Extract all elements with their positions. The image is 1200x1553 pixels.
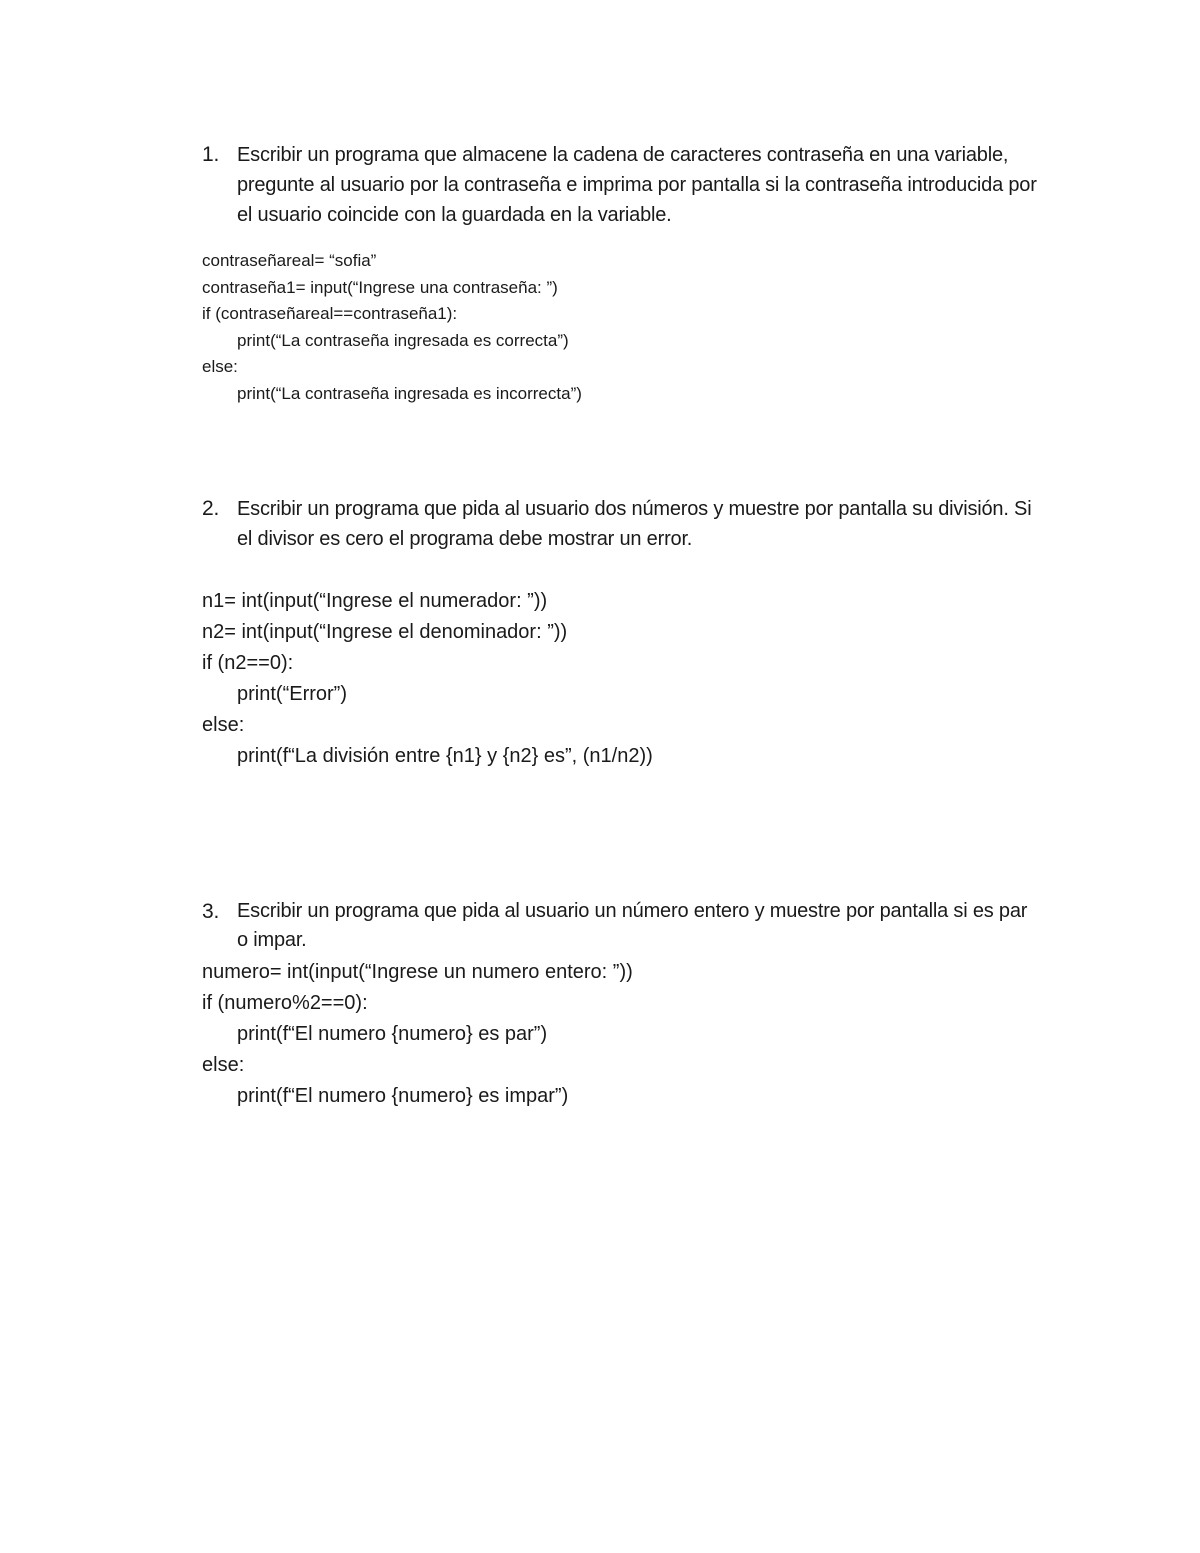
- code-line: contraseñareal= “sofia”: [202, 251, 377, 270]
- code-block: [202, 586, 1042, 772]
- code-line: print(f“El numero {numero} es par”): [237, 1023, 548, 1045]
- list-number: 2.: [202, 497, 220, 520]
- code-line: if (n2==0):: [202, 652, 294, 674]
- exercise-statement: [202, 140, 1042, 230]
- code-line: contraseña1= input(“Ingrese una contraseña: ”): [202, 277, 558, 297]
- exercise-1: [202, 140, 1042, 407]
- list-number: 3.: [202, 900, 220, 923]
- statement-text: Escribir un programa que almacene la cadena de caracteres contraseña en una variable, pregunte al usuario por la contraseña e imprima por pantalla si la contraseña introducida por el usuario coincide con la guardada en la variable.: [237, 144, 1037, 226]
- code-line: print(“La contraseña ingresada es incorrecta”): [237, 383, 582, 403]
- code-line: numero= int(input(“Ingrese un numero entero: ”)): [202, 961, 633, 983]
- exercise-statement: [202, 494, 1042, 554]
- code-line: n2= int(input(“Ingrese el denominador: ”)): [202, 621, 568, 643]
- code-line: n1= int(input(“Ingrese el numerador: ”)): [202, 590, 548, 612]
- code-line: print(f“El numero {numero} es impar”): [237, 1085, 569, 1107]
- code-line: else:: [202, 1054, 245, 1076]
- code-line: if (contraseñareal==contraseña1):: [202, 304, 458, 323]
- exercise-statement: [202, 897, 1042, 955]
- code-block: [202, 957, 1042, 1112]
- code-line: else:: [202, 357, 238, 376]
- code-line: print(f“La división entre {n1} y {n2} es”, (n1/n2)): [237, 745, 653, 767]
- code-line: print(“La contraseña ingresada es correcta”): [237, 330, 569, 350]
- statement-text: Escribir un programa que pida al usuario un número entero y muestre por pantalla si es par o impar.: [237, 900, 1028, 951]
- statement-text: Escribir un programa que pida al usuario dos números y muestre por pantalla su división. Si el divisor es cero el programa debe mostrar un error.: [237, 498, 1032, 550]
- code-line: if (numero%2==0):: [202, 992, 368, 1014]
- exercise-3: [202, 897, 1042, 1112]
- code-line: else:: [202, 714, 245, 736]
- list-number: 1.: [202, 143, 220, 166]
- code-block: [202, 248, 1042, 407]
- exercise-2: [202, 494, 1042, 772]
- code-line: print(“Error”): [237, 683, 347, 705]
